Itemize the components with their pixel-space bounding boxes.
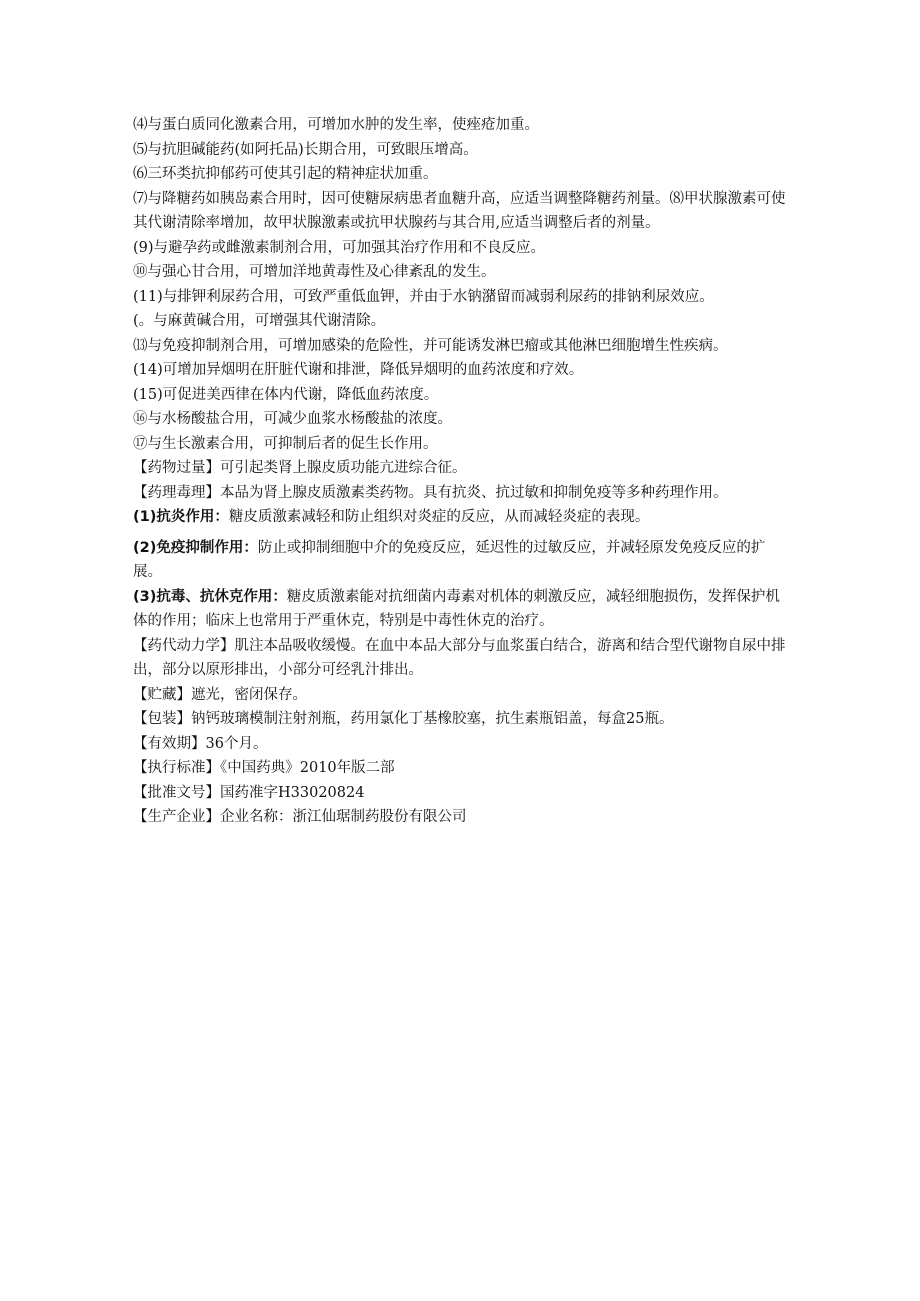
packaging-section: 【包装】钠钙玻璃模制注射剂瓶，药用氯化丁基橡胶塞，抗生素瓶铝盖，每盒25瓶。 — [133, 711, 674, 727]
effect-text: 防止或抑制细胞中介的免疫反应，延迟性的过敏反应，并减轻原发免疫反应的扩展。 — [133, 539, 766, 580]
standard-section: 【执行标准】《中国药典》2010年版二部 — [133, 760, 395, 776]
interaction-item-15: (15)可促进美西律在体内代谢，降低血药浓度。 — [133, 386, 439, 403]
interaction-item-13: ⒀与免疫抑制剂合用，可增加感染的危险性，并可能诱发淋巴瘤或其他淋巴细胞增生性疾病。 — [133, 337, 728, 354]
effect-immunosuppressive — [133, 536, 793, 585]
manufacturer-section: 【生产企业】企业名称：浙江仙琚制药股份有限公司 — [133, 809, 467, 825]
interaction-item-7-8: ⑺与降糖药如胰岛素合用时，因可使糖尿病患者血糖升高，应适当调整降糖药剂量。⑻甲状腺激素可使其代谢清除率增加，故甲状腺激素或抗甲状腺药与其合用,应适当调整后者的剂量。 — [133, 190, 786, 231]
interaction-item-9: (9)与避孕药或雌激素制剂合用，可加强其治疗作用和不良反应。 — [133, 239, 546, 256]
storage-section: 【贮藏】遮光，密闭保存。 — [133, 686, 307, 703]
interaction-item-16: ⑯与水杨酸盐合用，可减少血浆水杨酸盐的浓度。 — [133, 411, 452, 427]
validity-section: 【有效期】36个月。 — [133, 735, 268, 752]
interaction-item-12: (。与麻黄碱合用，可增强其代谢清除。 — [133, 313, 386, 329]
effect-anti-toxic-anti-shock — [133, 585, 793, 634]
interaction-item-17: ⑰与生长激素合用，可抑制后者的促生长作用。 — [133, 435, 438, 452]
interaction-item-4: ⑷与蛋白质同化激素合用，可增加水肿的发生率，使痤疮加重。 — [133, 117, 539, 133]
pharmacokinetics-section: 【药代动力学】肌注本品吸收缓慢。在血中本品大部分与血浆蛋白结合，游离和结合型代谢物自尿中排出，部分以原形排出，小部分可经乳汁排出。 — [133, 637, 786, 678]
effect-text: 糖皮质激素减轻和防止组织对炎症的反应，从而减轻炎症的表现。 — [228, 509, 650, 525]
pharmacology-section: 【药理毒理】本品为肾上腺皮质激素类药物。具有抗炎、抗过敏和抑制免疫等多种药理作用。 — [133, 484, 728, 501]
interaction-item-10: ⑩与强心甘合用，可增加洋地黄毒性及心律紊乱的发生。 — [133, 264, 496, 280]
document-page — [133, 113, 793, 830]
effect-anti-inflammatory — [133, 505, 793, 530]
approval-section: 【批准文号】国药准字H33020824 — [133, 784, 365, 801]
effect-label: (3)抗毒、抗休克作用： — [133, 588, 287, 605]
interaction-item-14: (14)可增加异烟明在肝脏代谢和排泄，降低异烟明的血药浓度和疗效。 — [133, 362, 584, 378]
overdose-section: 【药物过量】可引起类肾上腺皮质功能亢进综合征。 — [133, 460, 467, 476]
effect-label: (2)免疫抑制作用： — [133, 539, 258, 556]
interaction-item-6: ⑹三环类抗抑郁药可使其引起的精神症状加重。 — [133, 166, 438, 182]
effect-label: (1)抗炎作用： — [133, 509, 229, 525]
interaction-item-5: ⑸与抗胆碱能药(如阿托品)长期合用，可致眼压增高。 — [133, 141, 478, 158]
interaction-item-11: (11)与排钾利尿药合用，可致严重低血钾，并由于水钠潴留而减弱利尿药的排钠利尿效应。 — [133, 288, 714, 305]
effect-text: 糖皮质激素能对抗细菌内毒素对机体的刺激反应，减轻细胞损伤，发挥保护机体的作用；临床上也常用于严重休克，特别是中毒性休克的治疗。 — [133, 588, 780, 629]
